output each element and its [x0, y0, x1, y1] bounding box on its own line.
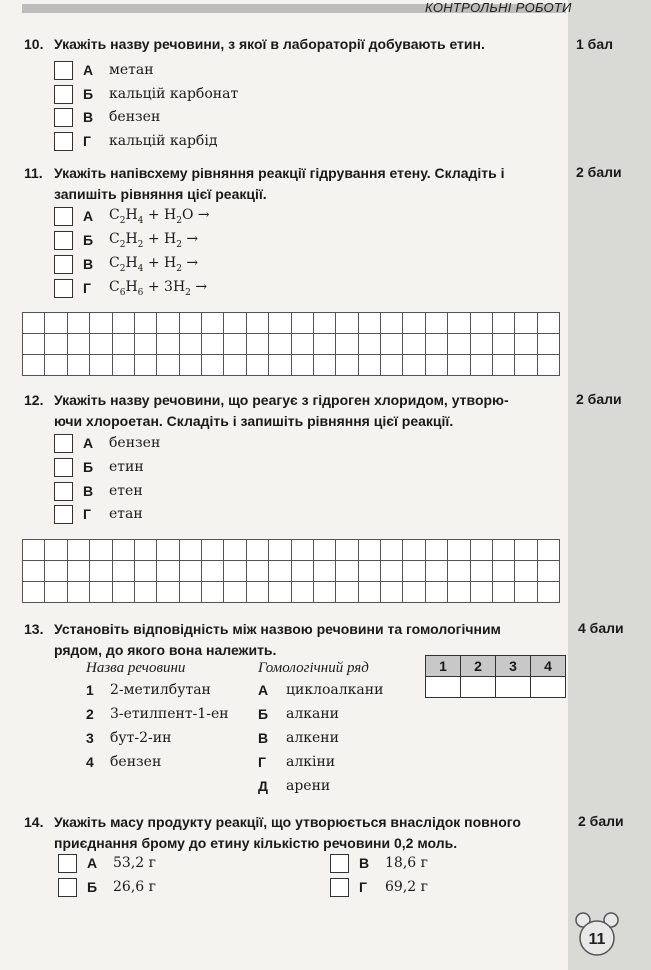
question-11: 11. Укажіть напівсхему рівняння реакції гідрування етену. Складіть і запишіть рівняння цієї реакції.: [24, 165, 505, 202]
grid-cell[interactable]: [45, 313, 67, 334]
grid-cell[interactable]: [246, 582, 268, 603]
checkbox[interactable]: [54, 108, 73, 127]
grid-cell[interactable]: [470, 334, 492, 355]
grid-cell[interactable]: [381, 540, 403, 561]
formula: $C_2H_2 + H_2$ →: [109, 230, 199, 250]
option-d[interactable]: Г етан: [54, 503, 143, 525]
grid-cell[interactable]: [112, 355, 134, 376]
grid-cell[interactable]: [381, 334, 403, 355]
option-c[interactable]: В етен: [54, 480, 143, 502]
grid-cell[interactable]: [537, 540, 559, 561]
list-item: В алкени: [258, 730, 339, 746]
grid-cell[interactable]: [45, 334, 67, 355]
list-item: А циклоалкани: [258, 682, 384, 698]
grid-cell[interactable]: [224, 582, 246, 603]
grid-cell[interactable]: [291, 334, 313, 355]
grid-cell[interactable]: [515, 334, 537, 355]
grid-cell[interactable]: [23, 561, 45, 582]
grid-cell[interactable]: [202, 582, 224, 603]
checkbox[interactable]: [54, 255, 73, 274]
formula: $C_6H_6 + 3H_2$ →: [109, 278, 208, 298]
header-title: КОНТРОЛЬНІ РОБОТИ: [425, 0, 572, 15]
grid-cell[interactable]: [157, 540, 179, 561]
grid-cell[interactable]: [224, 561, 246, 582]
grid-cell[interactable]: [23, 540, 45, 561]
grid-cell[interactable]: [448, 561, 470, 582]
points-11: 2 бали: [576, 164, 622, 180]
grid-cell[interactable]: [157, 313, 179, 334]
grid-cell[interactable]: [134, 561, 156, 582]
list-item: Г алкіни: [258, 754, 336, 770]
grid-cell[interactable]: [381, 313, 403, 334]
checkbox[interactable]: [58, 854, 77, 873]
grid-cell[interactable]: [291, 582, 313, 603]
answer-header-cell: 4: [531, 656, 566, 677]
grid-cell[interactable]: [67, 334, 89, 355]
grid-cell[interactable]: [425, 540, 447, 561]
grid-cell[interactable]: [313, 582, 335, 603]
answer-header-cell: 3: [496, 656, 531, 677]
grid-cell[interactable]: [470, 540, 492, 561]
grid-cell[interactable]: [179, 334, 201, 355]
grid-cell[interactable]: [291, 313, 313, 334]
list-item: 4 бензен: [86, 754, 162, 770]
grid-cell[interactable]: [134, 355, 156, 376]
list-item: Д арени: [258, 778, 331, 794]
grid-cell[interactable]: [403, 582, 425, 603]
grid-cell[interactable]: [23, 582, 45, 603]
list-item: 3 бут-2-ин: [86, 730, 172, 746]
grid-cell[interactable]: [90, 334, 112, 355]
grid-cell[interactable]: [67, 313, 89, 334]
grid-cell[interactable]: [470, 582, 492, 603]
grid-cell[interactable]: [45, 561, 67, 582]
grid-cell[interactable]: [403, 355, 425, 376]
grid-cell[interactable]: [425, 355, 447, 376]
grid-cell[interactable]: [358, 313, 380, 334]
grid-cell[interactable]: [470, 313, 492, 334]
grid-cell[interactable]: [246, 313, 268, 334]
answer-grid[interactable]: [22, 539, 560, 603]
grid-cell[interactable]: [269, 561, 291, 582]
answer-cell[interactable]: [426, 677, 461, 698]
grid-cell[interactable]: [224, 355, 246, 376]
checkbox[interactable]: [54, 85, 73, 104]
checkbox[interactable]: [54, 458, 73, 477]
grid-cell[interactable]: [112, 540, 134, 561]
grid-cell[interactable]: [537, 561, 559, 582]
grid-cell[interactable]: [358, 334, 380, 355]
option-b[interactable]: Б 26,6 г: [58, 876, 156, 898]
grid-cell[interactable]: [45, 540, 67, 561]
question-number: 10.: [24, 36, 44, 52]
grid-cell[interactable]: [179, 582, 201, 603]
grid-cell[interactable]: [515, 561, 537, 582]
question-text: Укажіть назву речовини, з якої в лабораторії добувають етин.: [54, 36, 485, 52]
grid-cell[interactable]: [202, 313, 224, 334]
grid-cell[interactable]: [202, 540, 224, 561]
grid-cell[interactable]: [448, 540, 470, 561]
grid-cell[interactable]: [336, 540, 358, 561]
grid-cell[interactable]: [358, 540, 380, 561]
grid-cell[interactable]: [358, 561, 380, 582]
grid-cell[interactable]: [425, 334, 447, 355]
grid-cell[interactable]: [492, 334, 514, 355]
option-a[interactable]: А бензен: [54, 432, 160, 454]
grid-cell[interactable]: [313, 561, 335, 582]
grid-cell[interactable]: [492, 582, 514, 603]
grid-cell[interactable]: [537, 313, 559, 334]
grid-cell[interactable]: [291, 355, 313, 376]
grid-cell[interactable]: [202, 334, 224, 355]
grid-cell[interactable]: [224, 540, 246, 561]
checkbox[interactable]: [54, 61, 73, 80]
grid-cell[interactable]: [336, 582, 358, 603]
grid-cell[interactable]: [336, 355, 358, 376]
grid-cell[interactable]: [112, 582, 134, 603]
grid-cell[interactable]: [134, 540, 156, 561]
grid-cell[interactable]: [90, 313, 112, 334]
grid-cell[interactable]: [448, 313, 470, 334]
grid-cell[interactable]: [537, 355, 559, 376]
list-item: Б алкани: [258, 706, 339, 722]
grid-cell[interactable]: [67, 540, 89, 561]
grid-cell[interactable]: [269, 334, 291, 355]
question-14: 14. Укажіть масу продукту реакції, що утворюється внаслідок повного приєднання брому до етину кількістю речовини 0,2 моль.: [24, 814, 521, 851]
grid-cell[interactable]: [67, 561, 89, 582]
grid-cell[interactable]: [403, 313, 425, 334]
grid-cell[interactable]: [403, 540, 425, 561]
points-14: 2 бали: [578, 813, 624, 829]
grid-cell[interactable]: [157, 582, 179, 603]
grid-cell[interactable]: [179, 355, 201, 376]
grid-cell[interactable]: [179, 540, 201, 561]
grid-cell[interactable]: [537, 334, 559, 355]
grid-cell[interactable]: [403, 561, 425, 582]
grid-cell[interactable]: [381, 561, 403, 582]
checkbox[interactable]: [330, 854, 349, 873]
grid-cell[interactable]: [45, 582, 67, 603]
points-10: 1 бал: [576, 36, 614, 52]
grid-cell[interactable]: [313, 313, 335, 334]
grid-cell[interactable]: [90, 540, 112, 561]
grid-cell[interactable]: [112, 561, 134, 582]
match-answer-table[interactable]: [425, 655, 566, 698]
grid-cell[interactable]: [134, 313, 156, 334]
grid-cell[interactable]: [313, 355, 335, 376]
grid-cell[interactable]: [448, 355, 470, 376]
grid-cell[interactable]: [246, 334, 268, 355]
grid-cell[interactable]: [492, 355, 514, 376]
answer-header-cell: 2: [461, 656, 496, 677]
grid-cell[interactable]: [448, 334, 470, 355]
grid-cell[interactable]: [112, 334, 134, 355]
grid-cell[interactable]: [336, 561, 358, 582]
grid-cell[interactable]: [381, 582, 403, 603]
option-a[interactable]: А 53,2 г: [58, 852, 156, 874]
grid-cell[interactable]: [45, 355, 67, 376]
grid-cell[interactable]: [470, 561, 492, 582]
grid-cell[interactable]: [448, 582, 470, 603]
grid-cell[interactable]: [425, 582, 447, 603]
grid-cell[interactable]: [134, 582, 156, 603]
grid-cell[interactable]: [269, 313, 291, 334]
grid-cell[interactable]: [90, 582, 112, 603]
grid-cell[interactable]: [246, 561, 268, 582]
grid-cell[interactable]: [425, 561, 447, 582]
option-b[interactable]: Б етин: [54, 456, 144, 478]
grid-cell[interactable]: [90, 355, 112, 376]
answer-cell[interactable]: [461, 677, 496, 698]
grid-cell[interactable]: [246, 540, 268, 561]
checkbox[interactable]: [54, 279, 73, 298]
grid-cell[interactable]: [336, 334, 358, 355]
answer-grid[interactable]: [22, 312, 560, 376]
page-number: 11: [588, 931, 606, 948]
grid-cell[interactable]: [403, 334, 425, 355]
grid-cell[interactable]: [246, 355, 268, 376]
grid-cell[interactable]: [515, 355, 537, 376]
grid-cell[interactable]: [23, 313, 45, 334]
grid-cell[interactable]: [67, 582, 89, 603]
checkbox[interactable]: [54, 434, 73, 453]
grid-cell[interactable]: [179, 313, 201, 334]
question-10: [24, 34, 485, 55]
grid-cell[interactable]: [23, 355, 45, 376]
checkbox[interactable]: [54, 482, 73, 501]
list-item: 2 3-етилпент-1-ен: [86, 706, 229, 722]
answer-cell[interactable]: [531, 677, 566, 698]
grid-cell[interactable]: [313, 540, 335, 561]
points-12: 2 бали: [576, 391, 622, 407]
grid-cell[interactable]: [291, 540, 313, 561]
grid-cell[interactable]: [67, 355, 89, 376]
option-a[interactable]: А $C_2H_4 + H_2O$ →: [54, 205, 210, 227]
question-12: 12. Укажіть назву речовини, що реагує з гідроген хлоридом, утворю- ючи хлороетан. Складіть і запишіть рівняння цієї реакції.: [24, 392, 509, 429]
checkbox[interactable]: [54, 505, 73, 524]
grid-cell[interactable]: [23, 334, 45, 355]
question-13: 13. Установіть відповідність між назвою речовини та гомологічним рядом, до якого вона належить.: [24, 621, 501, 658]
answer-cell[interactable]: [496, 677, 531, 698]
grid-cell[interactable]: [492, 540, 514, 561]
grid-cell[interactable]: [470, 355, 492, 376]
answer-header-cell: 1: [426, 656, 461, 677]
grid-cell[interactable]: [202, 561, 224, 582]
option-d[interactable]: Г кальцій карбід: [54, 130, 217, 152]
grid-cell[interactable]: [515, 582, 537, 603]
grid-cell[interactable]: [291, 561, 313, 582]
grid-cell[interactable]: [269, 582, 291, 603]
checkbox[interactable]: [330, 878, 349, 897]
option-b[interactable]: Б кальцій карбонат: [54, 83, 238, 105]
grid-cell[interactable]: [537, 582, 559, 603]
grid-cell[interactable]: [313, 334, 335, 355]
grid-cell[interactable]: [179, 561, 201, 582]
grid-cell[interactable]: [269, 355, 291, 376]
grid-cell[interactable]: [358, 355, 380, 376]
grid-cell[interactable]: [358, 582, 380, 603]
grid-cell[interactable]: [425, 313, 447, 334]
formula: $C_2H_4 + H_2$ →: [109, 254, 199, 274]
list-item: 1 2-метилбутан: [86, 682, 211, 698]
option-b[interactable]: Б $C_2H_2 + H_2$ →: [54, 229, 198, 251]
grid-cell[interactable]: [224, 334, 246, 355]
column-header: Назва речовини: [86, 660, 186, 676]
grid-cell[interactable]: [269, 540, 291, 561]
grid-cell[interactable]: [515, 313, 537, 334]
grid-cell[interactable]: [157, 561, 179, 582]
grid-cell[interactable]: [157, 355, 179, 376]
option-c[interactable]: В $C_2H_4 + H_2$ →: [54, 253, 198, 275]
option-a[interactable]: А метан: [54, 59, 154, 81]
checkbox[interactable]: [58, 878, 77, 897]
formula: $C_2H_4 + H_2O$ →: [109, 206, 210, 226]
option-c[interactable]: В бензен: [54, 106, 160, 128]
column-header: Гомологічний ряд: [258, 660, 369, 676]
checkbox[interactable]: [54, 207, 73, 226]
grid-cell[interactable]: [157, 334, 179, 355]
grid-cell[interactable]: [202, 355, 224, 376]
option-c[interactable]: В 18,6 г: [330, 852, 428, 874]
page-number-badge: [574, 912, 620, 958]
points-13: 4 бали: [578, 620, 624, 636]
grid-cell[interactable]: [492, 313, 514, 334]
grid-cell[interactable]: [515, 540, 537, 561]
grid-cell[interactable]: [90, 561, 112, 582]
grid-cell[interactable]: [134, 334, 156, 355]
grid-cell[interactable]: [336, 313, 358, 334]
grid-cell[interactable]: [224, 313, 246, 334]
option-d[interactable]: Г $C_6H_6 + 3H_2$ →: [54, 277, 207, 299]
checkbox[interactable]: [54, 231, 73, 250]
grid-cell[interactable]: [492, 561, 514, 582]
grid-cell[interactable]: [112, 313, 134, 334]
option-d[interactable]: Г 69,2 г: [330, 876, 428, 898]
checkbox[interactable]: [54, 132, 73, 151]
grid-cell[interactable]: [381, 355, 403, 376]
